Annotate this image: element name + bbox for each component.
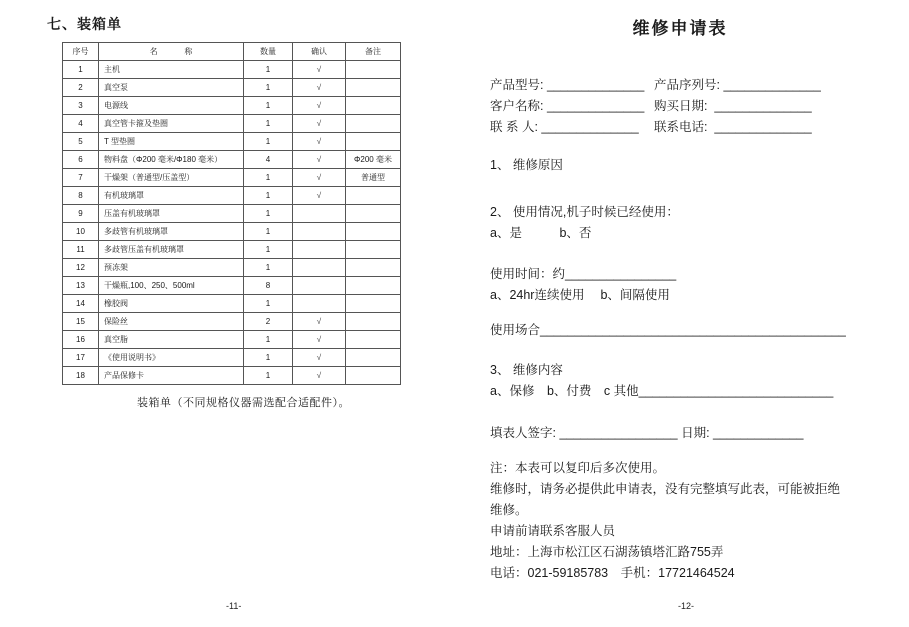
cell-name: 干燥瓶,100、250、500ml (99, 277, 244, 295)
cell-confirm (293, 241, 346, 259)
cell-qty: 1 (244, 259, 293, 277)
header-row (63, 43, 401, 61)
cell-confirm: √ (293, 133, 346, 151)
page-left (47, 10, 430, 410)
note-line: 申请前请联系客服人员 (490, 524, 616, 538)
table-row (63, 313, 401, 331)
cell-confirm (293, 205, 346, 223)
column-header-index: 序号 (63, 43, 99, 61)
column-header-name: 名 称 (99, 43, 244, 61)
field-line-contact-phone (490, 117, 850, 138)
blank-line: ______________ (714, 120, 812, 134)
packing-list-heading: 七、装箱单 (47, 16, 122, 32)
page-number-right: -12- (678, 601, 695, 611)
note-address: 地址：上海市松江区石湖荡镇塔汇路755弄 (490, 545, 724, 559)
field-contact-person (490, 117, 654, 138)
cell-remark (346, 313, 401, 331)
cell-qty: 4 (244, 151, 293, 169)
cell-qty: 1 (244, 205, 293, 223)
cell-qty: 1 (244, 97, 293, 115)
cell-confirm: √ (293, 97, 346, 115)
cell-index: 8 (63, 187, 99, 205)
cell-confirm: √ (293, 115, 346, 133)
table-row (63, 349, 401, 367)
cell-index: 1 (63, 61, 99, 79)
cell-remark (346, 349, 401, 367)
section-usage-time: 使用时间：约________________ (490, 267, 677, 281)
field-label: 产品型号: (490, 78, 547, 92)
cell-name: 真空管卡箍及垫圈 (99, 115, 244, 133)
cell-index: 9 (63, 205, 99, 223)
cell-remark (346, 241, 401, 259)
blank-line: ______________ (541, 120, 639, 134)
cell-confirm (293, 277, 346, 295)
cell-remark (346, 367, 401, 385)
cell-index: 12 (63, 259, 99, 277)
cell-index: 18 (63, 367, 99, 385)
cell-confirm: √ (293, 187, 346, 205)
cell-name: 多歧管有机玻璃罩 (99, 223, 244, 241)
cell-confirm: √ (293, 79, 346, 97)
field-line-customer-date (490, 96, 850, 117)
blank-line: ______________ (714, 99, 812, 113)
section-signature-date: 填表人签字: _________________ 日期: _____________ (490, 426, 804, 440)
column-header-confirm: 确认 (293, 43, 346, 61)
cell-confirm: √ (293, 151, 346, 169)
cell-qty: 8 (244, 277, 293, 295)
cell-index: 17 (63, 349, 99, 367)
column-header-remark: 备注 (346, 43, 401, 61)
section-usage-time-options: a、24hr连续使用 b、间隔使用 (490, 288, 670, 302)
field-serial-number (654, 75, 821, 96)
table-row (63, 79, 401, 97)
table-row (63, 205, 401, 223)
blank-line: ______________ (723, 78, 821, 92)
table-row (63, 367, 401, 385)
cell-remark (346, 259, 401, 277)
field-purchase-date (654, 96, 812, 117)
cell-index: 6 (63, 151, 99, 169)
cell-remark (346, 79, 401, 97)
field-product-model (490, 75, 654, 96)
section-repair-reason: 1、 维修原因 (490, 158, 563, 172)
cell-remark (346, 223, 401, 241)
cell-index: 3 (63, 97, 99, 115)
cell-name: 《使用说明书》 (99, 349, 244, 367)
cell-qty: 1 (244, 223, 293, 241)
cell-name: 干燥架（普通型/压盖型） (99, 169, 244, 187)
table-row (63, 331, 401, 349)
cell-qty: 1 (244, 367, 293, 385)
cell-remark (346, 97, 401, 115)
section-repair-content-options: a、保修 b、付费 c 其他____________________________ (490, 384, 834, 398)
cell-confirm: √ (293, 367, 346, 385)
table-row (63, 187, 401, 205)
cell-confirm: √ (293, 313, 346, 331)
field-label: 联 系 人: (490, 120, 542, 134)
section-usage-status: 2、 使用情况,机子时候已经使用： (490, 205, 679, 219)
cell-index: 5 (63, 133, 99, 151)
cell-name: 多歧管压盖有机玻璃罩 (99, 241, 244, 259)
cell-qty: 1 (244, 187, 293, 205)
form-title: 维修申请表 (632, 19, 728, 38)
cell-name: 真空脂 (99, 331, 244, 349)
table-row (63, 259, 401, 277)
cell-index: 4 (63, 115, 99, 133)
field-contact-phone (654, 117, 812, 138)
packing-list-table (62, 42, 401, 385)
cell-index: 15 (63, 313, 99, 331)
section-repair-content: 3、 维修内容 (490, 363, 563, 377)
cell-qty: 1 (244, 61, 293, 79)
cell-remark (346, 331, 401, 349)
packing-list-caption: 装箱单（不同规格仪器需选配合适配件）。 (137, 397, 350, 409)
table-row (63, 241, 401, 259)
section-usage-place: 使用场合____________________________________________ (490, 323, 846, 337)
cell-name: 预冻架 (99, 259, 244, 277)
field-line-model-serial (490, 75, 850, 96)
cell-confirm: √ (293, 331, 346, 349)
cell-index: 7 (63, 169, 99, 187)
cell-remark (346, 115, 401, 133)
form-fields (490, 75, 850, 138)
field-label: 购买日期: (654, 99, 715, 113)
note-line: 注：本表可以复印后多次使用。 (490, 461, 666, 475)
cell-name: 产品保修卡 (99, 367, 244, 385)
packing-table-header (63, 43, 401, 61)
cell-confirm: √ (293, 61, 346, 79)
cell-name: 有机玻璃罩 (99, 187, 244, 205)
cell-remark (346, 61, 401, 79)
cell-remark: 普通型 (346, 169, 401, 187)
column-header-qty: 数量 (244, 43, 293, 61)
page-right (490, 10, 850, 584)
cell-name: 电源线 (99, 97, 244, 115)
cell-index: 2 (63, 79, 99, 97)
cell-qty: 1 (244, 241, 293, 259)
cell-qty: 1 (244, 133, 293, 151)
cell-name: 主机 (99, 61, 244, 79)
cell-confirm: √ (293, 349, 346, 367)
table-row (63, 295, 401, 313)
field-label: 产品序列号: (654, 78, 724, 92)
table-row (63, 169, 401, 187)
blank-line: ______________ (546, 78, 645, 92)
page-number-left: -11- (226, 601, 242, 611)
cell-qty: 1 (244, 331, 293, 349)
table-row (63, 97, 401, 115)
cell-confirm (293, 223, 346, 241)
note-phone-numbers: 电话：021-59185783 手机：17721464524 (490, 566, 735, 580)
cell-qty: 1 (244, 79, 293, 97)
cell-name: T 型垫圈 (99, 133, 244, 151)
field-customer-name (490, 96, 654, 117)
cell-qty: 1 (244, 295, 293, 313)
cell-qty: 2 (244, 313, 293, 331)
cell-confirm: √ (293, 169, 346, 187)
cell-remark (346, 133, 401, 151)
cell-remark (346, 205, 401, 223)
note-line: 维修时，请务必提供此申请表，没有完整填写此表，可能被拒绝 (490, 482, 841, 496)
cell-name: 真空泵 (99, 79, 244, 97)
cell-index: 16 (63, 331, 99, 349)
table-row (63, 223, 401, 241)
form-notes (490, 458, 850, 584)
cell-remark: Φ200 毫米 (346, 151, 401, 169)
field-label: 客户名称: (490, 99, 547, 113)
note-line: 维修。 (490, 503, 528, 517)
blank-line: ______________ (546, 99, 645, 113)
cell-index: 13 (63, 277, 99, 295)
cell-name: 物料盘（Φ200 毫米/Φ180 毫米） (99, 151, 244, 169)
table-row (63, 133, 401, 151)
cell-name: 保险丝 (99, 313, 244, 331)
cell-qty: 1 (244, 349, 293, 367)
field-label: 联系电话: (654, 120, 715, 134)
cell-name: 压盖有机玻璃罩 (99, 205, 244, 223)
cell-remark (346, 277, 401, 295)
cell-remark (346, 295, 401, 313)
cell-confirm (293, 259, 346, 277)
section-usage-status-options: a、是 b、否 (490, 226, 592, 240)
cell-index: 14 (63, 295, 99, 313)
table-row (63, 277, 401, 295)
cell-remark (346, 187, 401, 205)
cell-confirm (293, 295, 346, 313)
packing-table-body (63, 61, 401, 385)
table-row (63, 151, 401, 169)
cell-index: 11 (63, 241, 99, 259)
cell-name: 橡胶阀 (99, 295, 244, 313)
table-row (63, 115, 401, 133)
table-row (63, 61, 401, 79)
cell-qty: 1 (244, 115, 293, 133)
cell-index: 10 (63, 223, 99, 241)
cell-qty: 1 (244, 169, 293, 187)
